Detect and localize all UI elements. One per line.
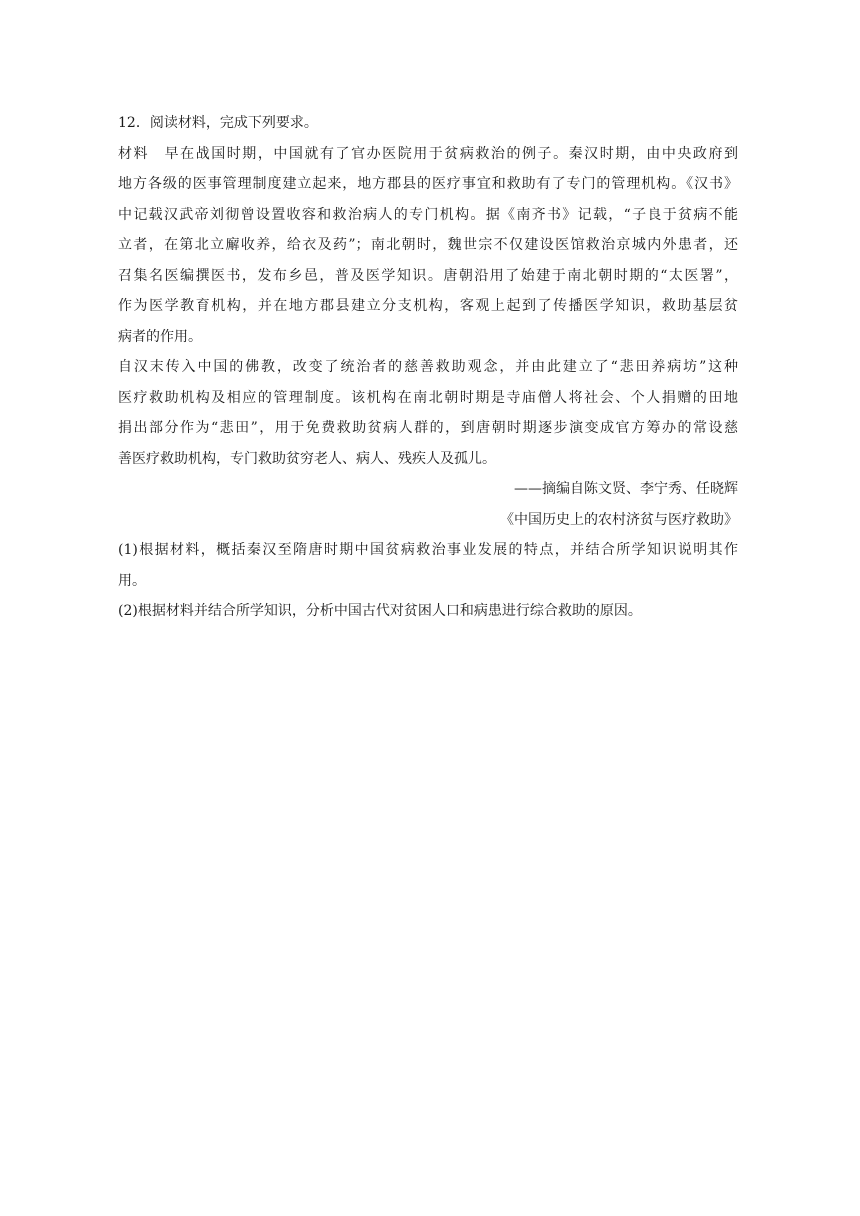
source-author: ——摘编自陈文贤、李宁秀、任晓辉	[514, 481, 738, 497]
material-text-line: 早在战国时期，中国就有了官办医院用于贫病救治的例子。秦汉时期，由中央政府到	[163, 145, 738, 162]
material-first-line	[118, 139, 738, 170]
material-text-line: 善医疗救助机构，专门救助贫穷老人、病人、残疾人及孤儿。	[118, 450, 496, 467]
question-title: 12．阅读材料，完成下列要求。	[118, 115, 318, 131]
question-document	[118, 108, 738, 627]
material-label: 材料	[118, 145, 150, 162]
material-text-line: 病者的作用。	[118, 328, 202, 345]
material-text-line: 召集名医编撰医书，发布乡邑，普及医学知识。唐朝沿用了始建于南北朝时期的“太医署”，	[118, 267, 738, 284]
material-text-line: 作为医学教育机构，并在地方郡县建立分支机构，客观上起到了传播医学知识，救助基层贫	[118, 298, 738, 314]
material-text-line: 捐出部分作为“悲田”，用于免费救助贫病人群的，到唐朝时期逐步演变成官方筹办的常设慈	[118, 420, 738, 436]
material-text-line: 自汉末传入中国的佛教，改变了统治者的慈善救助观念，并由此建立了“悲田养病坊”这种	[118, 359, 738, 375]
source-title: 《中国历史上的农村济贫与医疗救助》	[500, 511, 738, 528]
material-text-line: 立者，在第北立廨收养，给衣及药”；南北朝时，魏世宗不仅建设医馆救治京城内外患者，还	[118, 237, 738, 253]
material-text-line: 中记载汉武帝刘彻曾设置收容和救治病人的专门机构。据《南齐书》记载，“子良于贫病不能	[118, 206, 738, 223]
material-text-line: 地方各级的医事管理制度建立起来，地方郡县的医疗事宜和救助有了专门的管理机构。《汉书》	[118, 176, 738, 192]
sub-question-1-continued: 用。	[118, 572, 146, 589]
sub-question-2: (2)根据材料并结合所学知识，分析中国古代对贫困人口和病患进行综合救助的原因。	[118, 603, 642, 619]
material-text-line: 医疗救助机构及相应的管理制度。该机构在南北朝时期是寺庙僧人将社会、个人捐赠的田地	[118, 389, 738, 406]
sub-question-1: (1)根据材料，概括秦汉至隋唐时期中国贫病救治事业发展的特点，并结合所学知识说明其作	[118, 542, 738, 558]
